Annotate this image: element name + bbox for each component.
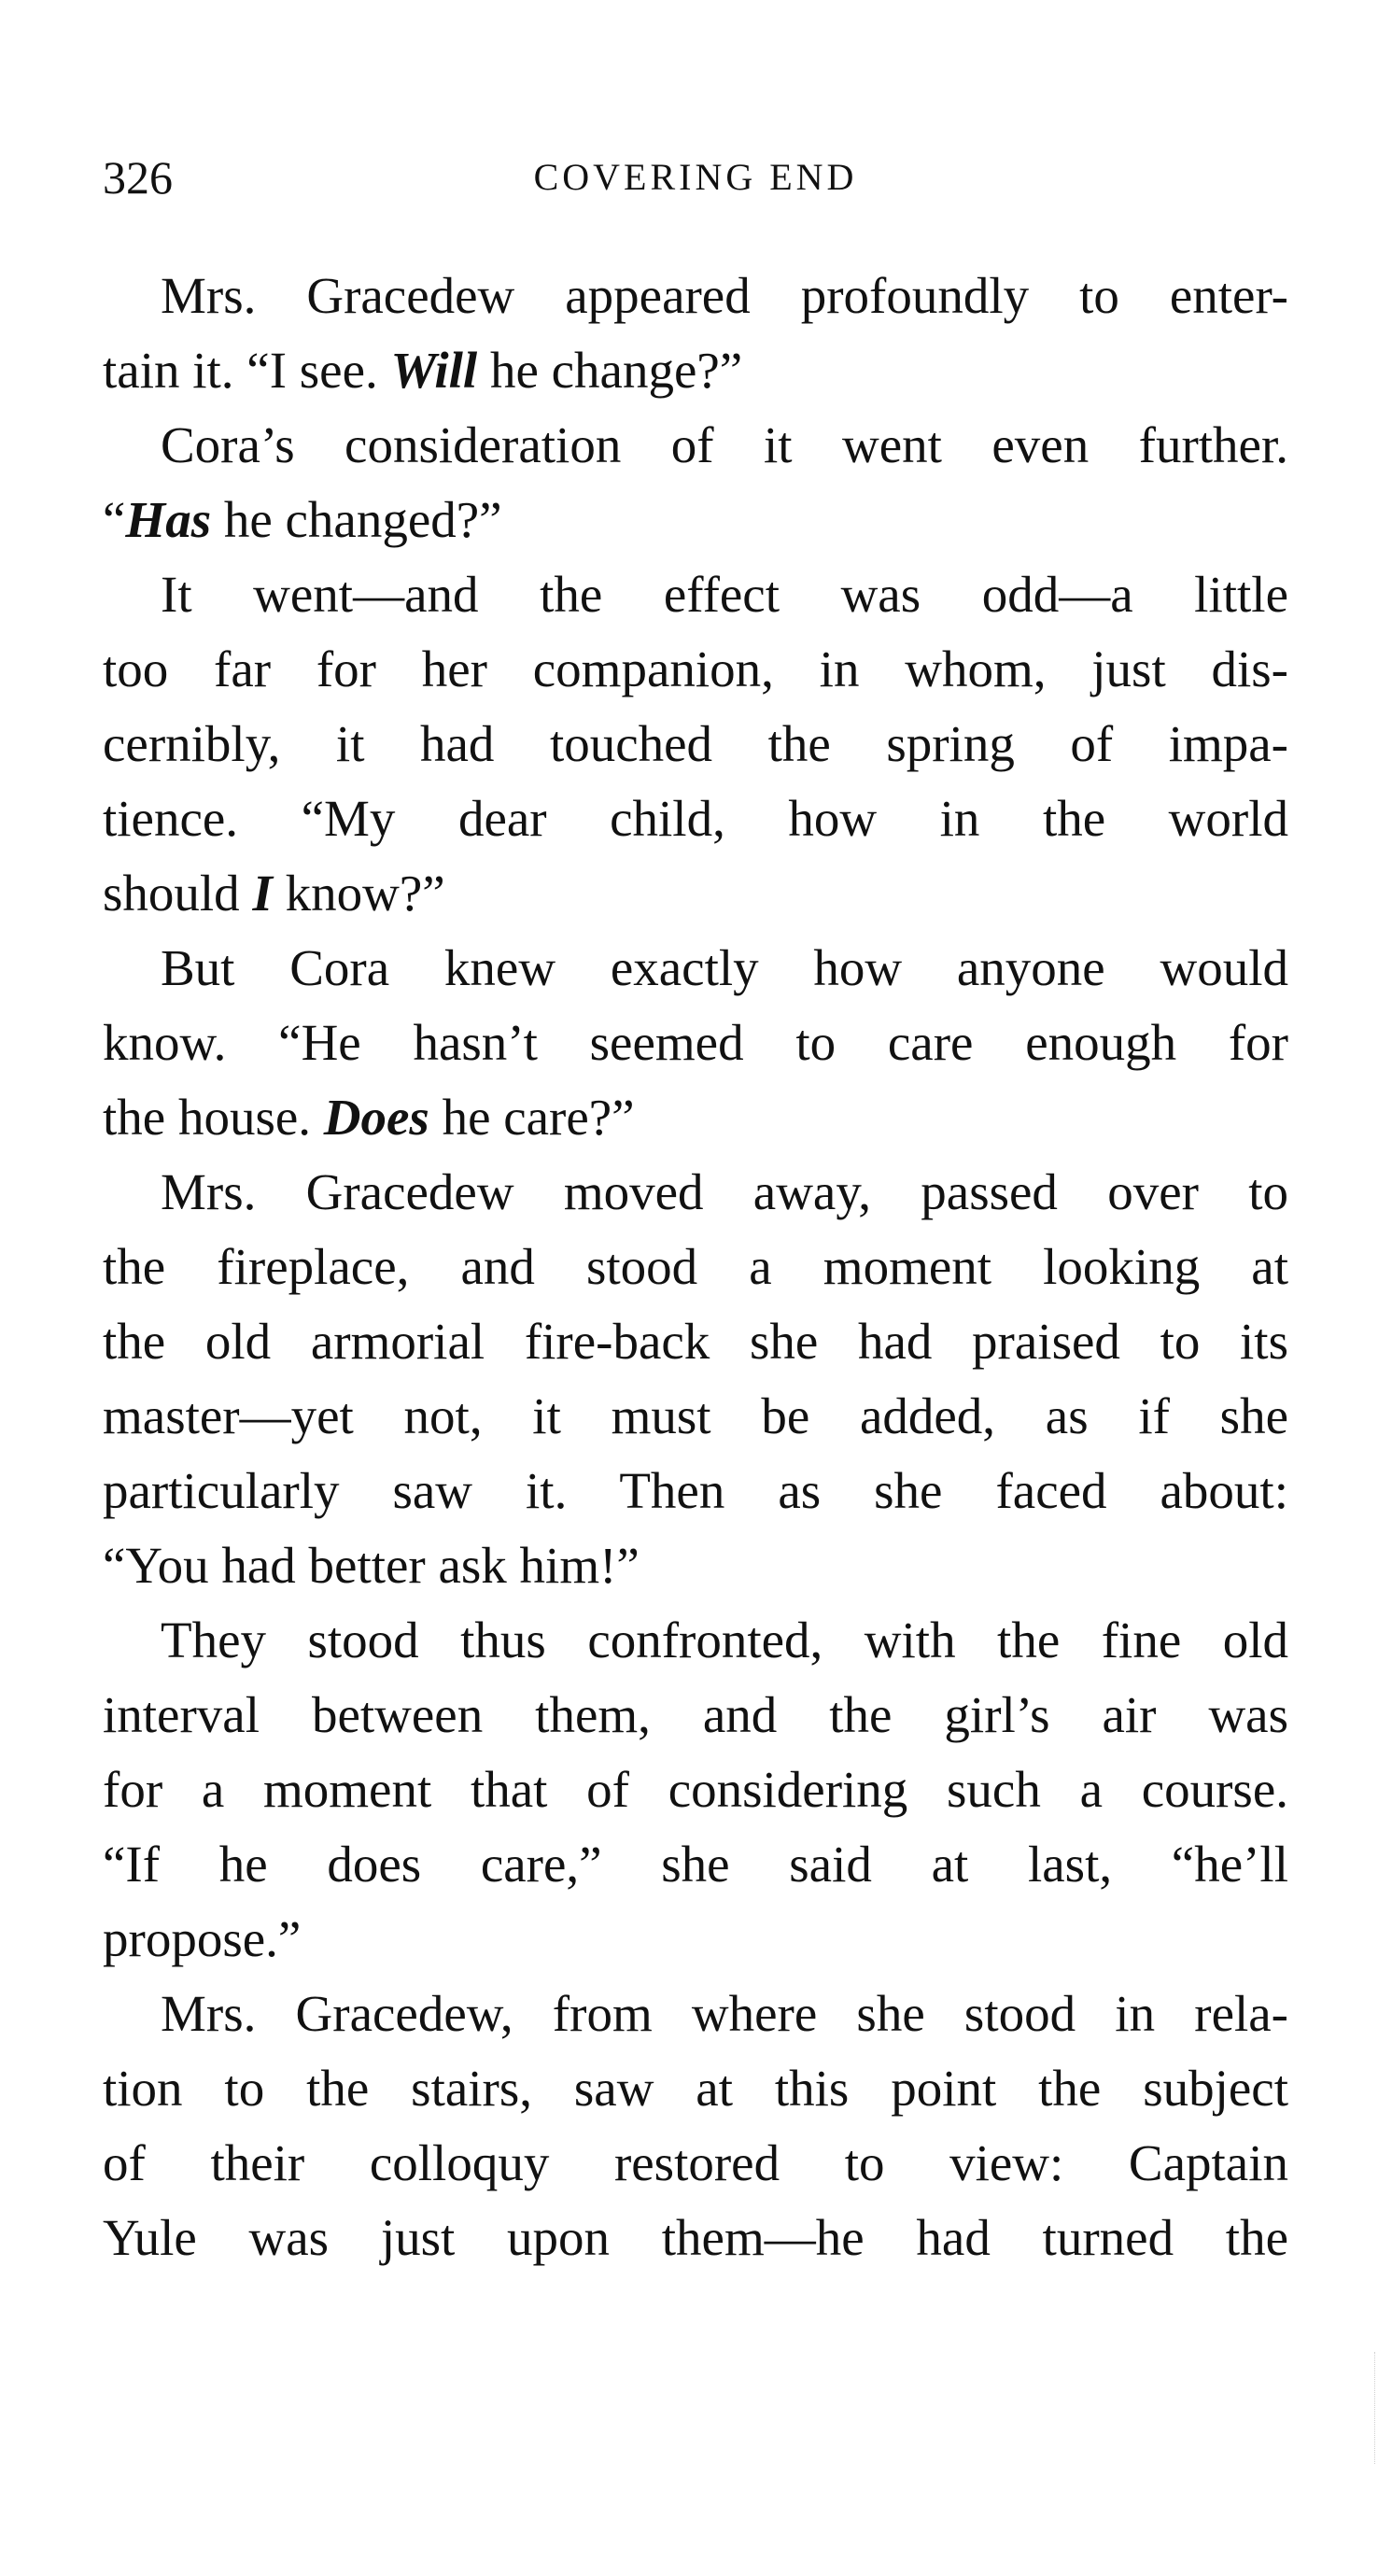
text-line: the fireplace, and stood a moment looking at xyxy=(103,1238,1288,1295)
text-line: too far for her companion, in whom, just dis- xyxy=(103,640,1288,697)
text-line: the house. Does he care?” xyxy=(103,1089,635,1146)
text-line: the old armorial fire-back she had praised to its xyxy=(103,1313,1288,1370)
text-line: They stood thus confronted, with the fine old xyxy=(161,1612,1288,1668)
text-line: tion to the stairs, saw at this point the subject xyxy=(103,2060,1288,2117)
text-line: for a moment that of considering such a course. xyxy=(103,1761,1288,1818)
text-line: “If he does care,” she said at last, “he’ll xyxy=(103,1836,1288,1893)
italic-word: Has xyxy=(125,491,212,548)
text-line: interval between them, and the girl’s air was xyxy=(103,1686,1288,1743)
text-line: propose.” xyxy=(103,1910,302,1967)
text-line: particularly saw it. Then as she faced about: xyxy=(103,1462,1288,1519)
text-line: should I know?” xyxy=(103,865,445,922)
text-line: It went—and the effect was odd—a little xyxy=(161,566,1288,623)
text-line: “Has he changed?” xyxy=(103,491,502,548)
text-line: Yule was just upon them—he had turned the xyxy=(103,2209,1288,2266)
running-head xyxy=(103,140,1288,215)
running-title: COVERING END xyxy=(533,156,858,198)
text-line: Mrs. Gracedew moved away, passed over to xyxy=(161,1163,1288,1220)
page-number: 326 xyxy=(103,151,173,204)
text-line: master—yet not, it must be added, as if she xyxy=(103,1387,1288,1444)
italic-word: Does xyxy=(323,1089,429,1146)
text-line: know. “He hasn’t seemed to care enough for xyxy=(103,1014,1288,1071)
italic-word: I xyxy=(252,865,273,922)
body-text xyxy=(103,259,1288,2275)
text-line: cernibly, it had touched the spring of impa- xyxy=(103,715,1288,772)
italic-word: Will xyxy=(390,342,478,399)
scan-edge-mark xyxy=(1372,2352,1375,2464)
text-line: of their colloquy restored to view: Captain xyxy=(103,2134,1288,2191)
text-line: But Cora knew exactly how anyone would xyxy=(161,939,1288,996)
text-line: “You had better ask him!” xyxy=(103,1537,640,1594)
text-line: Mrs. Gracedew, from where she stood in rela- xyxy=(161,1985,1288,2042)
text-line: Cora’s consideration of it went even further. xyxy=(161,416,1288,473)
text-line: tain it. “I see. Will he change?” xyxy=(103,342,743,399)
text-line: Mrs. Gracedew appeared profoundly to enter- xyxy=(161,267,1288,324)
text-line: tience. “My dear child, how in the world xyxy=(103,790,1288,847)
